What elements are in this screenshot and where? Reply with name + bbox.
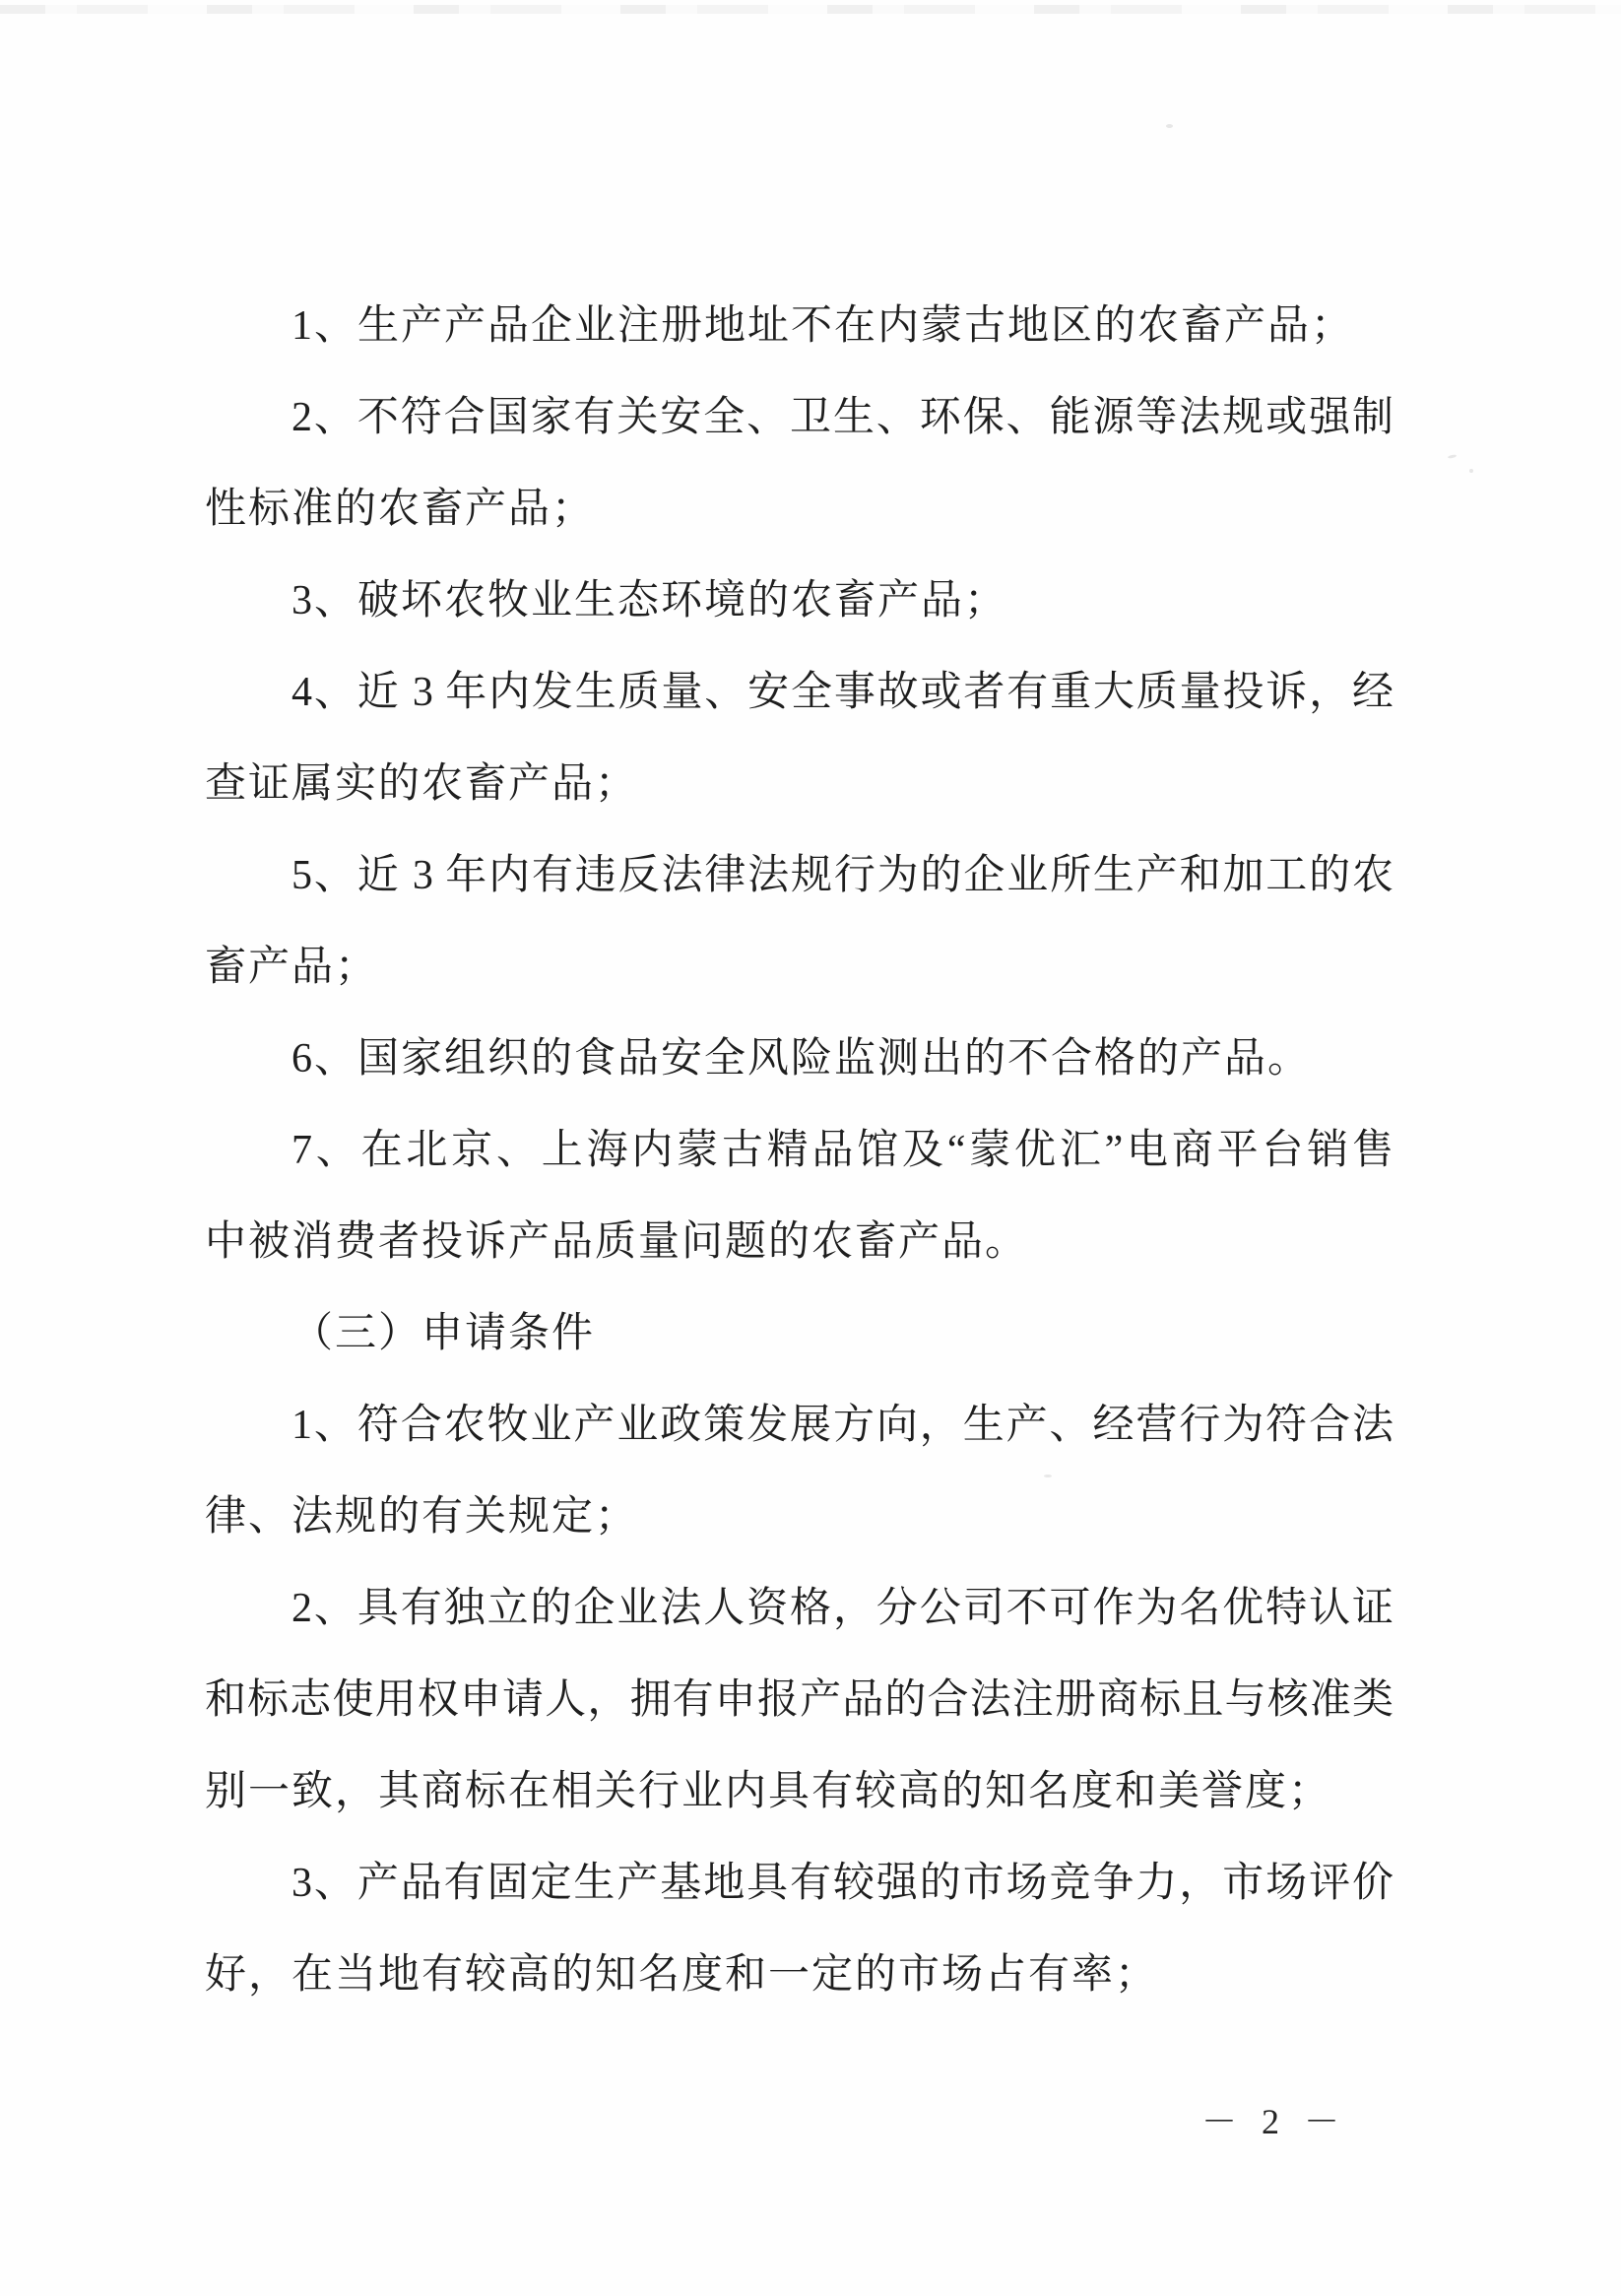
list-item-5-line-1: 5、近 3 年内有违反法律法规行为的企业所生产和加工的农	[292, 853, 1394, 898]
list-item-2-line-2: 性标准的农畜产品；	[205, 487, 596, 532]
list-item-5-line-2: 畜产品；	[205, 945, 379, 990]
condition-3-line-2: 好，在当地有较高的知名度和一定的市场占有率；	[205, 1952, 1159, 1998]
document-body	[205, 281, 1394, 2146]
condition-2-line-3: 别一致，其商标在相关行业内具有较高的知名度和美誉度；	[205, 1769, 1332, 1814]
section-heading-3: （三）申请条件	[292, 1311, 596, 1356]
condition-2-line-1: 2、具有独立的企业法人资格，分公司不可作为名优特认证	[292, 1586, 1394, 1631]
list-item-7-line-1: 7、在北京、上海内蒙古精品馆及“蒙优汇”电商平台销售	[292, 1128, 1394, 1173]
list-item-6-line: 6、国家组织的食品安全风险监测出的不合格的产品。	[292, 1036, 1312, 1082]
scan-artifact	[1469, 469, 1473, 473]
scan-artifact	[1448, 454, 1457, 459]
condition-1-line-2: 律、法规的有关规定；	[205, 1494, 639, 1540]
list-item-4-line-2: 查证属实的农畜产品；	[205, 761, 639, 807]
condition-1-line-1: 1、符合农牧业产业政策发展方向，生产、经营行为符合法	[292, 1403, 1394, 1448]
list-item-4-line-1: 4、近 3 年内发生质量、安全事故或者有重大质量投诉，经	[292, 670, 1394, 715]
page-number: － 2 －	[1200, 2102, 1347, 2141]
scan-artifact	[1166, 124, 1173, 128]
condition-2-line-2: 和标志使用权申请人，拥有申报产品的合法注册商标且与核准类	[205, 1677, 1394, 1723]
list-item-3-line: 3、破坏农牧业生态环境的农畜产品；	[292, 578, 1008, 623]
list-item-1-line: 1、生产产品企业注册地址不在内蒙古地区的农畜产品；	[292, 303, 1355, 349]
scan-edge-artifact	[0, 5, 1621, 14]
condition-3-line-1: 3、产品有固定生产基地具有较强的市场竞争力，市场评价	[292, 1861, 1394, 1906]
list-item-7-line-2: 中被消费者投诉产品质量问题的农畜产品。	[205, 1219, 1029, 1265]
list-item-2-line-1: 2、不符合国家有关安全、卫生、环保、能源等法规或强制	[292, 395, 1394, 440]
